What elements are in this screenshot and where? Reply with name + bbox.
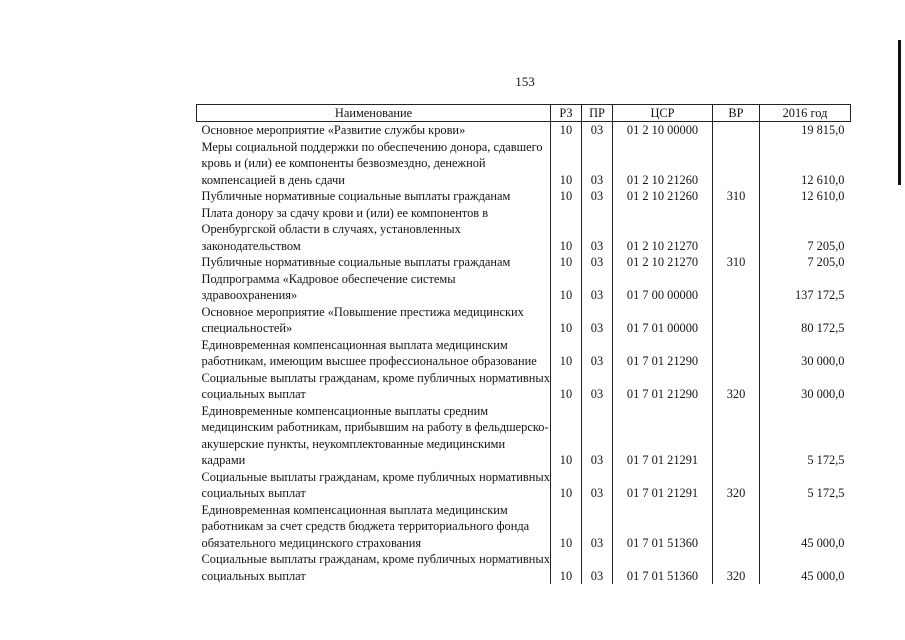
row-vr bbox=[713, 139, 760, 189]
row-name: Единовременная компенсационная выплата медицинским работникам, имеющим высшее профессиональное образование bbox=[201, 337, 537, 368]
header-pr: ПР bbox=[582, 105, 613, 122]
row-name: Единовременная компенсационная выплата медицинским работникам за счет средств бюджета территориального фонда обязательного медицинского страхования bbox=[201, 502, 530, 550]
row-name: Меры социальной поддержки по обеспечению донора, сдавшего кровь и (или) ее компоненты безвозмездно, денежной компенсацией в день сдачи bbox=[201, 139, 543, 187]
table-row bbox=[197, 469, 851, 502]
row-pr: 03 bbox=[582, 337, 613, 370]
row-csr: 01 7 01 21290 bbox=[613, 370, 713, 403]
row-vr: 320 bbox=[713, 551, 760, 584]
row-rz: 10 bbox=[551, 188, 582, 205]
header-year: 2016 год bbox=[760, 105, 851, 122]
table-row bbox=[197, 502, 851, 552]
table-row bbox=[197, 205, 851, 255]
row-rz: 10 bbox=[551, 469, 582, 502]
budget-table bbox=[196, 104, 851, 584]
table-row bbox=[197, 337, 851, 370]
header-csr: ЦСР bbox=[613, 105, 713, 122]
table-row bbox=[197, 122, 851, 139]
header-rz: РЗ bbox=[551, 105, 582, 122]
row-csr: 01 7 01 21291 bbox=[613, 469, 713, 502]
row-csr: 01 7 01 51360 bbox=[613, 551, 713, 584]
row-csr: 01 2 10 21260 bbox=[613, 188, 713, 205]
row-vr bbox=[713, 403, 760, 469]
row-pr: 03 bbox=[582, 370, 613, 403]
row-csr: 01 7 01 00000 bbox=[613, 304, 713, 337]
row-csr: 01 7 01 21291 bbox=[613, 403, 713, 469]
row-vr bbox=[713, 304, 760, 337]
row-vr bbox=[713, 502, 760, 552]
row-name: Основное мероприятие «Развитие службы крови» bbox=[201, 123, 466, 137]
row-name: Публичные нормативные социальные выплаты гражданам bbox=[201, 189, 511, 203]
table-header-row bbox=[197, 105, 851, 122]
row-amount: 45 000,0 bbox=[760, 551, 851, 584]
row-csr: 01 2 10 21260 bbox=[613, 139, 713, 189]
row-pr: 03 bbox=[582, 502, 613, 552]
row-pr: 03 bbox=[582, 122, 613, 139]
table-row bbox=[197, 551, 851, 584]
row-vr bbox=[713, 337, 760, 370]
page-number: 153 bbox=[515, 74, 535, 89]
row-amount: 45 000,0 bbox=[760, 502, 851, 552]
table-row bbox=[197, 139, 851, 189]
row-pr: 03 bbox=[582, 205, 613, 255]
row-csr: 01 2 10 21270 bbox=[613, 205, 713, 255]
row-vr: 310 bbox=[713, 188, 760, 205]
header-name: Наименование bbox=[197, 105, 551, 122]
row-name: Социальные выплаты гражданам, кроме публичных нормативных социальных выплат bbox=[201, 469, 550, 500]
row-csr: 01 7 01 51360 bbox=[613, 502, 713, 552]
row-pr: 03 bbox=[582, 254, 613, 271]
row-pr: 03 bbox=[582, 188, 613, 205]
row-pr: 03 bbox=[582, 551, 613, 584]
table-row bbox=[197, 370, 851, 403]
row-vr bbox=[713, 122, 760, 139]
row-rz: 10 bbox=[551, 139, 582, 189]
row-vr: 320 bbox=[713, 469, 760, 502]
row-rz: 10 bbox=[551, 122, 582, 139]
row-rz: 10 bbox=[551, 254, 582, 271]
row-pr: 03 bbox=[582, 304, 613, 337]
row-vr bbox=[713, 205, 760, 255]
row-vr: 320 bbox=[713, 370, 760, 403]
row-rz: 10 bbox=[551, 403, 582, 469]
row-rz: 10 bbox=[551, 370, 582, 403]
row-rz: 10 bbox=[551, 551, 582, 584]
row-amount: 12 610,0 bbox=[760, 188, 851, 205]
row-name: Основное мероприятие «Повышение престижа медицинских специальностей» bbox=[201, 304, 524, 335]
table-body bbox=[197, 122, 851, 585]
row-csr: 01 7 00 00000 bbox=[613, 271, 713, 304]
row-name: Подпрограмма «Кадровое обеспечение системы здравоохранения» bbox=[201, 271, 456, 302]
row-amount: 7 205,0 bbox=[760, 205, 851, 255]
row-amount: 137 172,5 bbox=[760, 271, 851, 304]
row-rz: 10 bbox=[551, 271, 582, 304]
row-pr: 03 bbox=[582, 271, 613, 304]
row-rz: 10 bbox=[551, 304, 582, 337]
row-csr: 01 7 01 21290 bbox=[613, 337, 713, 370]
row-amount: 5 172,5 bbox=[760, 403, 851, 469]
row-name: Социальные выплаты гражданам, кроме публичных нормативных социальных выплат bbox=[201, 552, 550, 583]
row-rz: 10 bbox=[551, 502, 582, 552]
row-amount: 30 000,0 bbox=[760, 337, 851, 370]
row-amount: 30 000,0 bbox=[760, 370, 851, 403]
row-name: Социальные выплаты гражданам, кроме публичных нормативных социальных выплат bbox=[201, 370, 550, 401]
row-pr: 03 bbox=[582, 139, 613, 189]
row-name: Единовременные компенсационные выплаты средним медицинским работникам, прибывшим на работу в фельдшерско-акушерские пункты, неукомплектованные медицинскими кадрами bbox=[201, 403, 549, 467]
row-vr: 310 bbox=[713, 254, 760, 271]
row-name: Плата донору за сдачу крови и (или) ее компонентов в Оренбургской области в случаях, установленных законодательством bbox=[201, 205, 489, 253]
row-name: Публичные нормативные социальные выплаты гражданам bbox=[201, 255, 511, 269]
row-vr bbox=[713, 271, 760, 304]
row-rz: 10 bbox=[551, 337, 582, 370]
table-row bbox=[197, 271, 851, 304]
row-rz: 10 bbox=[551, 205, 582, 255]
row-pr: 03 bbox=[582, 403, 613, 469]
row-amount: 7 205,0 bbox=[760, 254, 851, 271]
header-vr: ВР bbox=[713, 105, 760, 122]
table-row bbox=[197, 403, 851, 469]
scan-edge-line bbox=[898, 40, 901, 185]
table-row bbox=[197, 304, 851, 337]
row-amount: 5 172,5 bbox=[760, 469, 851, 502]
row-csr: 01 2 10 21270 bbox=[613, 254, 713, 271]
row-csr: 01 2 10 00000 bbox=[613, 122, 713, 139]
row-amount: 12 610,0 bbox=[760, 139, 851, 189]
table-row bbox=[197, 188, 851, 205]
table-row bbox=[197, 254, 851, 271]
row-amount: 80 172,5 bbox=[760, 304, 851, 337]
row-pr: 03 bbox=[582, 469, 613, 502]
row-amount: 19 815,0 bbox=[760, 122, 851, 139]
